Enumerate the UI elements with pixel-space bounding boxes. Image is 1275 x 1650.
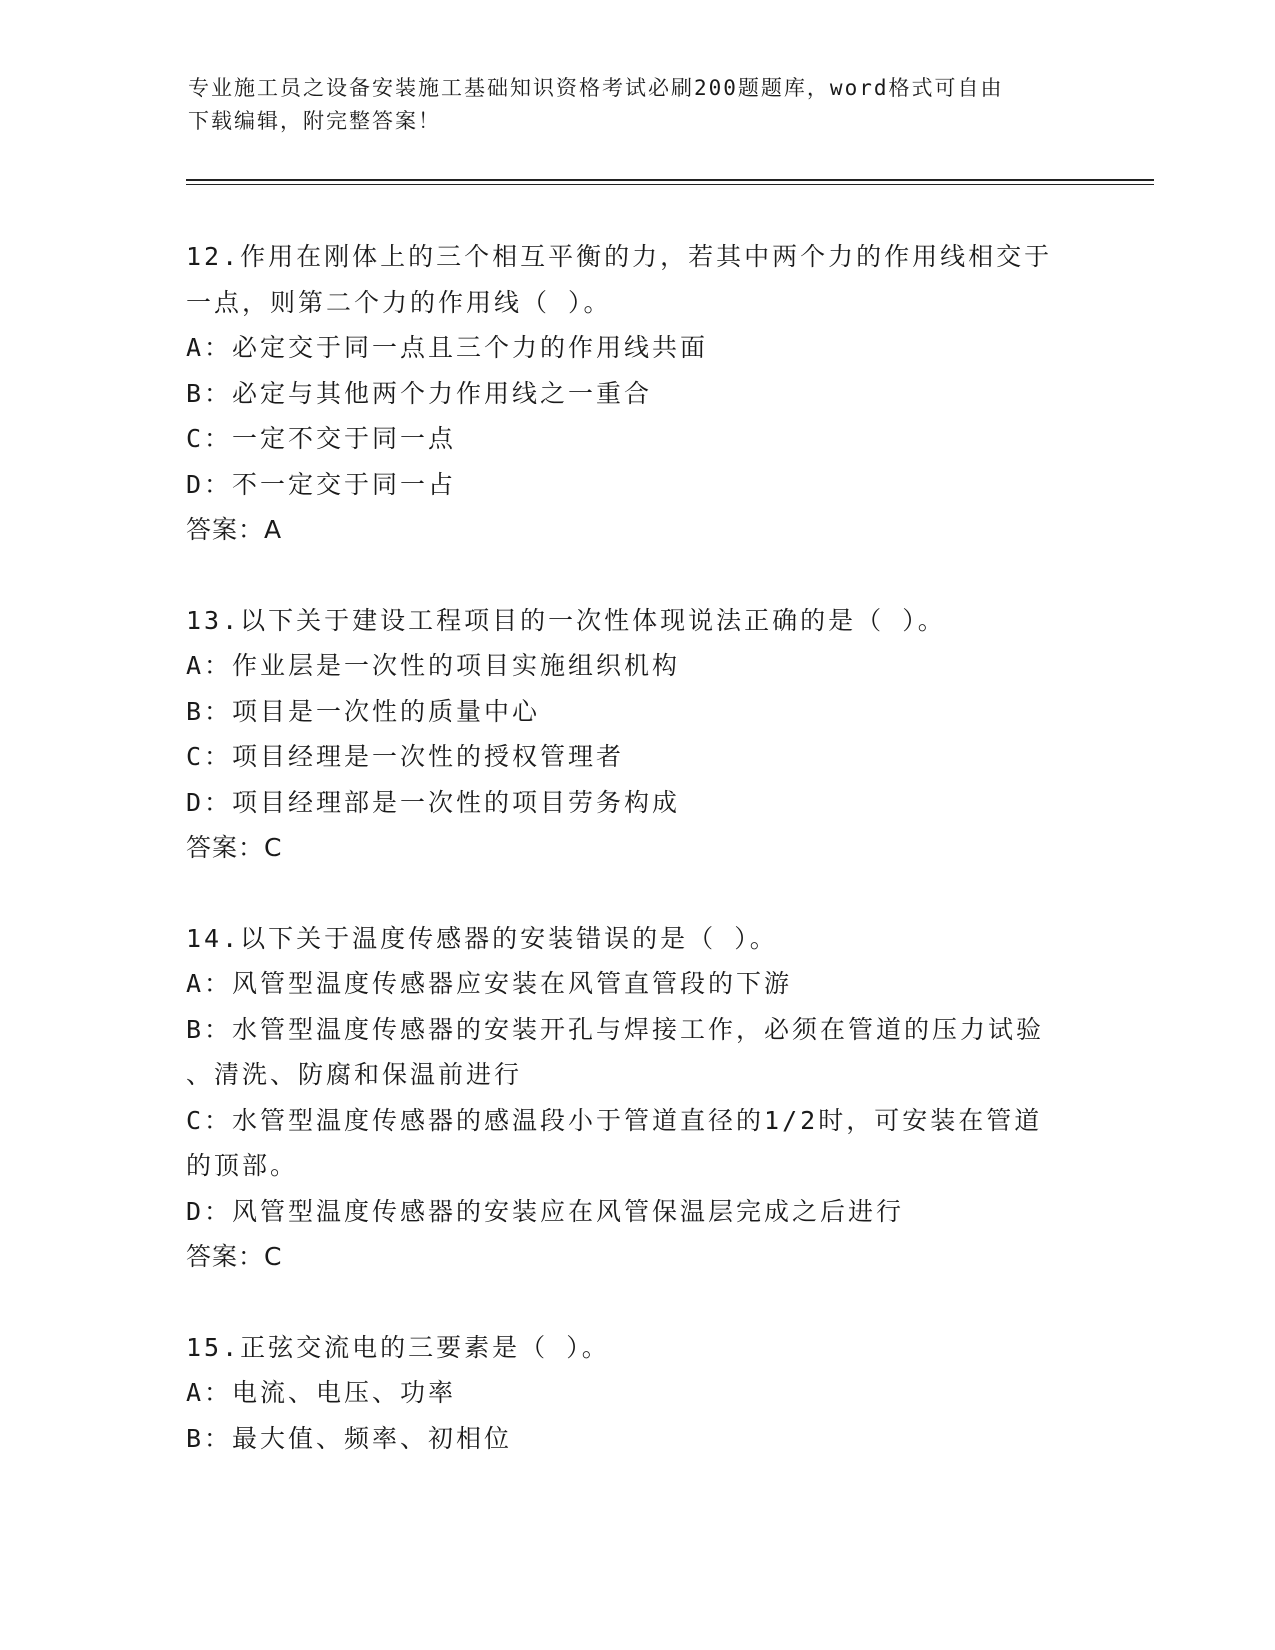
question-list: [186, 234, 1086, 1461]
header-line-2: 下载编辑，附完整答案！: [188, 109, 441, 133]
option-b-continued: 、清洗、防腐和保温前进行: [186, 1060, 523, 1089]
question-14: [186, 916, 1086, 1280]
header-line-1: 专业施工员之设备安装施工基础知识资格考试必刷200题题库，word格式可自由: [188, 76, 1004, 100]
option-a: A：作业层是一次性的项目实施组织机构: [186, 651, 681, 680]
question-12: [186, 234, 1086, 553]
option-c: C：项目经理是一次性的授权管理者: [186, 742, 625, 771]
question-stem-line: 一点，则第二个力的作用线（ ）。: [186, 287, 612, 317]
answer-line: 答案：C: [186, 1242, 283, 1271]
option-b: B：水管型温度传感器的安装开孔与焊接工作，必须在管道的压力试验: [186, 1014, 1045, 1044]
option-a: A：风管型温度传感器应安装在风管直管段的下游: [186, 969, 793, 998]
question-13: [186, 598, 1086, 871]
option-d: D：风管型温度传感器的安装应在风管保温层完成之后进行: [186, 1196, 905, 1226]
answer-line: 答案：A: [186, 515, 283, 544]
option-d: D：不一定交于同一占: [186, 469, 457, 499]
answer-line: 答案：C: [186, 833, 283, 862]
option-c: C：水管型温度传感器的感温段小于管道直径的1/2时，可安装在管道: [186, 1105, 1043, 1135]
question-stem-line: 13.以下关于建设工程项目的一次性体现说法正确的是（ ）。: [186, 605, 946, 635]
option-b: B：必定与其他两个力作用线之一重合: [186, 378, 653, 408]
header-divider-thick: [186, 179, 1154, 181]
option-d: D：项目经理部是一次性的项目劳务构成: [186, 787, 681, 817]
option-a: A：必定交于同一点且三个力的作用线共面: [186, 333, 709, 362]
question-stem-line: 15.正弦交流电的三要素是（ ）。: [186, 1332, 610, 1362]
question-15: [186, 1325, 1086, 1462]
option-c: C：一定不交于同一点: [186, 424, 457, 453]
option-c-continued: 的顶部。: [186, 1151, 299, 1180]
header-divider-thin: [186, 184, 1154, 185]
option-b: B：最大值、频率、初相位: [186, 1423, 513, 1453]
document-header: [188, 72, 1068, 138]
option-a: A：电流、电压、功率: [186, 1378, 457, 1407]
option-b: B：项目是一次性的质量中心: [186, 696, 541, 726]
question-stem-line: 14.以下关于温度传感器的安装错误的是（ ）。: [186, 923, 778, 953]
question-stem-line: 12.作用在刚体上的三个相互平衡的力，若其中两个力的作用线相交于: [186, 242, 1053, 271]
